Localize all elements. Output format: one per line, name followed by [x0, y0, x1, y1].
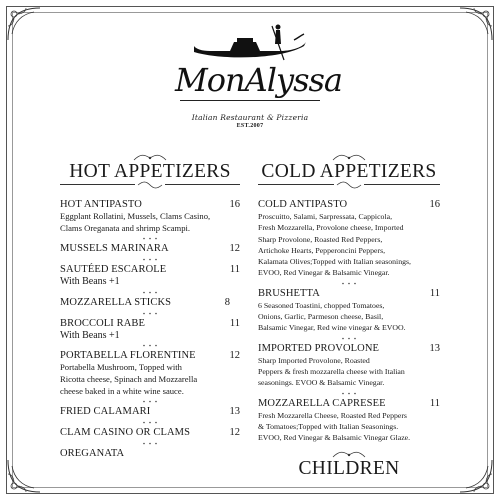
section-title: COLD APPETIZERS	[261, 161, 437, 182]
hot-appetizers-section	[60, 152, 240, 460]
dots-divider	[329, 392, 369, 395]
dots-divider	[130, 421, 170, 424]
item-name: FRIED CALAMARI	[60, 406, 151, 418]
menu-item	[258, 342, 440, 389]
dots-divider	[130, 291, 170, 294]
ornament-icon	[334, 181, 364, 189]
item-description: Proscuitto, Salami, Sarpressata, Cappicola,	[258, 212, 393, 221]
menu-item	[60, 349, 240, 397]
menu-item	[258, 198, 440, 279]
section-header	[258, 152, 440, 189]
item-description: Artichoke Hearts, Pepperoncini Peppers,	[258, 245, 386, 255]
item-name: HOT ANTIPASTO	[60, 199, 142, 210]
section-header	[258, 449, 440, 480]
ornament-icon	[135, 181, 165, 189]
item-name: MOZZARELLA STICKS	[60, 296, 172, 308]
item-description: With Beans +1	[60, 276, 120, 288]
item-price: 11	[229, 264, 240, 276]
item-name: SAUTÉED ESCAROLE	[60, 264, 167, 276]
corner-flourish-icon	[456, 456, 496, 496]
dots-divider	[130, 344, 170, 347]
item-price: 16	[229, 199, 240, 210]
item-name: IMPORTED PROVOLONE	[258, 342, 380, 354]
item-price: 16	[429, 199, 440, 210]
item-description: Fresh Mozzarella Cheese, Roasted Red Peppers	[258, 410, 407, 420]
gondola-icon	[190, 20, 310, 64]
item-price: 13	[229, 406, 240, 418]
item-price: 12	[229, 427, 240, 439]
item-name: BRUSHETTA	[258, 287, 320, 299]
item-description: EVOO, Red Vinegar & Balsamic Vinegar.	[258, 268, 390, 278]
item-description: Clams Oreganata and shrimp Scampi.	[60, 222, 191, 233]
item-description: Ricotta cheese, Spinach and Mozzarella	[60, 373, 198, 384]
item-description: cheese baked in a white wine sauce.	[60, 385, 184, 396]
menu-item	[258, 397, 440, 444]
menu-header	[0, 20, 500, 129]
section-header	[60, 152, 240, 189]
dots-divider	[130, 442, 170, 445]
section-title: HOT APPETIZERS	[69, 161, 231, 182]
item-description: Onions, Garlic, Parmeson cheese, Basil,	[258, 312, 384, 322]
item-description: Portabella Mushroom, Topped with	[60, 362, 182, 373]
menu-item	[258, 287, 440, 334]
menu-item	[60, 317, 240, 342]
corner-flourish-icon	[4, 456, 44, 496]
dots-divider	[130, 237, 170, 240]
item-price: 8	[224, 296, 230, 308]
item-name: OREGANATA	[60, 448, 125, 460]
item-description: 6 Seasoned Toastini, chopped Tomatoes,	[258, 300, 385, 310]
item-name: MOZZARELLA CAPRESEE	[258, 397, 386, 409]
item-description: Balsamic Vinegar, Red wine vinegar & EVOO.	[258, 323, 406, 333]
item-price: 12	[229, 243, 240, 255]
item-name: MUSSELS MARINARA	[60, 243, 169, 255]
dots-divider	[130, 400, 170, 403]
menu-item	[60, 263, 240, 288]
menu-item	[60, 447, 240, 460]
item-description: & Tomatoes;Topped with Italian Seasonings.	[258, 421, 399, 431]
dots-divider	[329, 337, 369, 340]
brand-logo: MonAlyssa	[175, 61, 342, 99]
item-name: CLAM CASINO OR CLAMS	[60, 427, 191, 439]
dots-divider	[130, 258, 170, 261]
menu-item	[60, 296, 240, 309]
item-price: 11	[229, 317, 240, 329]
item-description: Sharp Imported Provolone, Roasted	[258, 355, 370, 365]
item-description: EVOO, Red Vinegar & Balsamic Vinegar Glaze.	[258, 433, 411, 443]
item-description: seasonings. EVOO & Balsamic Vinegar.	[258, 378, 385, 388]
item-price: 11	[429, 287, 440, 299]
cold-appetizers-section	[258, 152, 440, 480]
menu-item	[60, 242, 240, 255]
item-price: 11	[429, 397, 440, 409]
item-description: Kalamata Olives;Topped with Italian seasonings,	[258, 257, 411, 267]
item-name: BROCCOLI RABE	[60, 317, 146, 329]
menu-item	[60, 426, 240, 439]
established-year: EST.2007	[236, 123, 264, 129]
item-price: 12	[229, 350, 240, 362]
item-name: PORTABELLA FLORENTINE	[60, 350, 196, 362]
brand-subtitle: Italian Restaurant & Pizzeria	[191, 113, 309, 122]
item-name: COLD ANTIPASTO	[258, 199, 348, 210]
menu-item	[60, 198, 240, 234]
dots-divider	[329, 282, 369, 285]
item-description: With Beans +1	[60, 329, 120, 341]
menu-item	[60, 405, 240, 418]
item-description: Peppers & fresh mozzarella cheese with Italian	[258, 366, 405, 376]
item-price: 13	[429, 342, 440, 354]
item-description: Eggplant Rollatini, Mussels, Clams Casino,	[60, 211, 211, 221]
section-title: CHILDREN	[298, 458, 400, 480]
dots-divider	[130, 312, 170, 315]
item-description: Fresh Mozzarella, Provolone cheese, Imported	[258, 223, 404, 233]
item-description: Sharp Provolone, Roasted Red Peppers,	[258, 234, 383, 244]
logo-underline	[180, 100, 320, 101]
